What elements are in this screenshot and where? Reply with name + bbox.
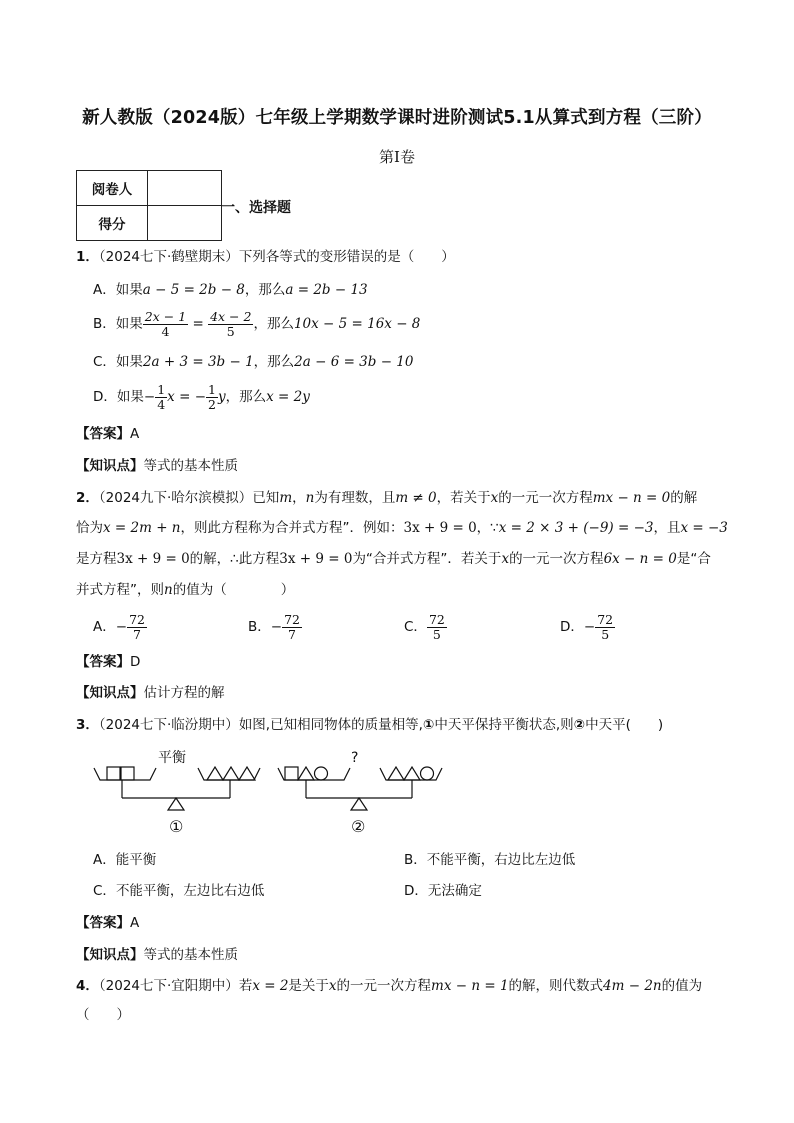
question-3-option-b: B．不能平衡，右边比左边低 [404, 852, 576, 868]
square-weight [285, 767, 298, 780]
question-1-option-c: C．如果2a + 3 = 3b − 1，那么2a − 6 = 3b − 10 [93, 354, 414, 370]
triangle-weight [388, 767, 404, 780]
triangle-weight [239, 767, 255, 780]
question-3-option-c: C．不能平衡，左边比右边低 [93, 883, 265, 899]
fulcrum-1 [168, 798, 184, 810]
question-2-option-b: B．− $\frac{72}{7}$ [248, 611, 300, 642]
triangle-weight [298, 767, 314, 780]
figure-label-1: ① [169, 817, 184, 836]
fraction: $\frac{72}{5}$ [428, 611, 445, 642]
question-1-stem: 1．（2024七下·鹤壁期末）下列各等式的变形错误的是（ ） [76, 249, 455, 265]
fulcrum-2 [351, 798, 367, 810]
balance-2 [278, 767, 442, 810]
score-blank [148, 206, 222, 241]
reviewer-label: 阅卷人 [77, 171, 148, 206]
question-2-option-a: A．− $\frac{72}{7}$ [93, 611, 145, 642]
circle-weight [315, 767, 328, 780]
question-2-line-2: 恰为x = 2m + n，则此方程称为合并式方程”．例如：3x + 9 = 0，∵x = 2 × 3 + (−9) = −3，且x = −3 [76, 520, 728, 536]
question-1-option-a: A．如果a − 5 = 2b − 8，那么a = 2b − 13 [93, 282, 368, 298]
document-title: 新人教版（2024版）七年级上学期数学课时进阶测试5.1从算式到方程（三阶） [82, 108, 712, 128]
fraction: $\frac{1}{2}$ [208, 381, 216, 412]
fraction: $\frac{72}{7}$ [129, 611, 145, 642]
question-4-line-2: （ ） [76, 1007, 130, 1023]
question-3-option-a: A．能平衡 [93, 852, 157, 868]
balance-figure [90, 740, 460, 840]
square-weight [121, 767, 134, 780]
question-1-knowledge: 【知识点】等式的基本性质 [76, 458, 238, 474]
question-2-knowledge: 【知识点】估计方程的解 [76, 685, 225, 701]
question-2-answer: 【答案】D [76, 654, 141, 670]
question-3-knowledge: 【知识点】等式的基本性质 [76, 947, 238, 963]
circle-weight [421, 767, 434, 780]
question-1-option-b: B．如果 $\frac{2x - 1}{4}$ = $\frac{4x - 2}{5}$ ，那么10x − 5 = 16x − 8 [93, 308, 421, 339]
question-1-answer: 【答案】A [76, 426, 140, 442]
question-3-stem: 3．（2024七下·临汾期中）如图,已知相同物体的质量相等,①中天平保持平衡状态,则②中天平( ) [76, 717, 664, 733]
balanced-label: 平衡 [158, 750, 186, 766]
fraction: $\frac{72}{7}$ [284, 611, 300, 642]
triangle-weight [207, 767, 223, 780]
square-weight [107, 767, 120, 780]
grader-table [76, 170, 222, 241]
question-2-line-4: 并式方程”，则n的值为（ ） [76, 582, 295, 598]
fraction: $\frac{2x - 1}{4}$ [144, 308, 187, 339]
figure-label-2: ② [351, 817, 366, 836]
triangle-weight [404, 767, 420, 780]
section-heading: 一、选择题 [221, 200, 291, 216]
score-label: 得分 [77, 206, 148, 241]
question-1-option-d: D．如果− $\frac{1}{4}$ x = − $\frac{1}{2}$ y，那么x = 2y [93, 381, 310, 412]
fraction: $\frac{4x - 2}{5}$ [210, 308, 252, 339]
balance-1 [94, 767, 260, 810]
question-2-option-d: D．− $\frac{72}{5}$ [560, 611, 614, 642]
unknown-label: ? [351, 750, 359, 766]
triangle-weight [223, 767, 239, 780]
fraction: $\frac{1}{4}$ [157, 381, 166, 412]
question-4-line-1: 4．（2024七下·宜阳期中）若x = 2是关于x的一元一次方程mx − n = 1的解，则代数式4m − 2n的值为 [76, 978, 703, 994]
left-pan-1 [94, 768, 156, 780]
question-2-line-1: 2．（2024九下·哈尔滨模拟）已知m，n为有理数，且m ≠ 0，若关于x的一元一次方程mx − n = 0的解 [76, 490, 698, 506]
reviewer-blank [148, 171, 222, 206]
question-3-answer: 【答案】A [76, 915, 140, 931]
question-3-option-d: D．无法确定 [404, 883, 482, 899]
question-2-line-3: 是方程3x + 9 = 0的解，∴此方程3x + 9 = 0为“合并式方程”．若关于x的一元一次方程6x − n = 0是“合 [76, 551, 711, 567]
volume-heading: 第Ⅰ卷 [379, 148, 415, 166]
fraction: $\frac{72}{5}$ [597, 611, 614, 642]
question-2-option-c: C． $\frac{72}{5}$ [404, 611, 445, 642]
